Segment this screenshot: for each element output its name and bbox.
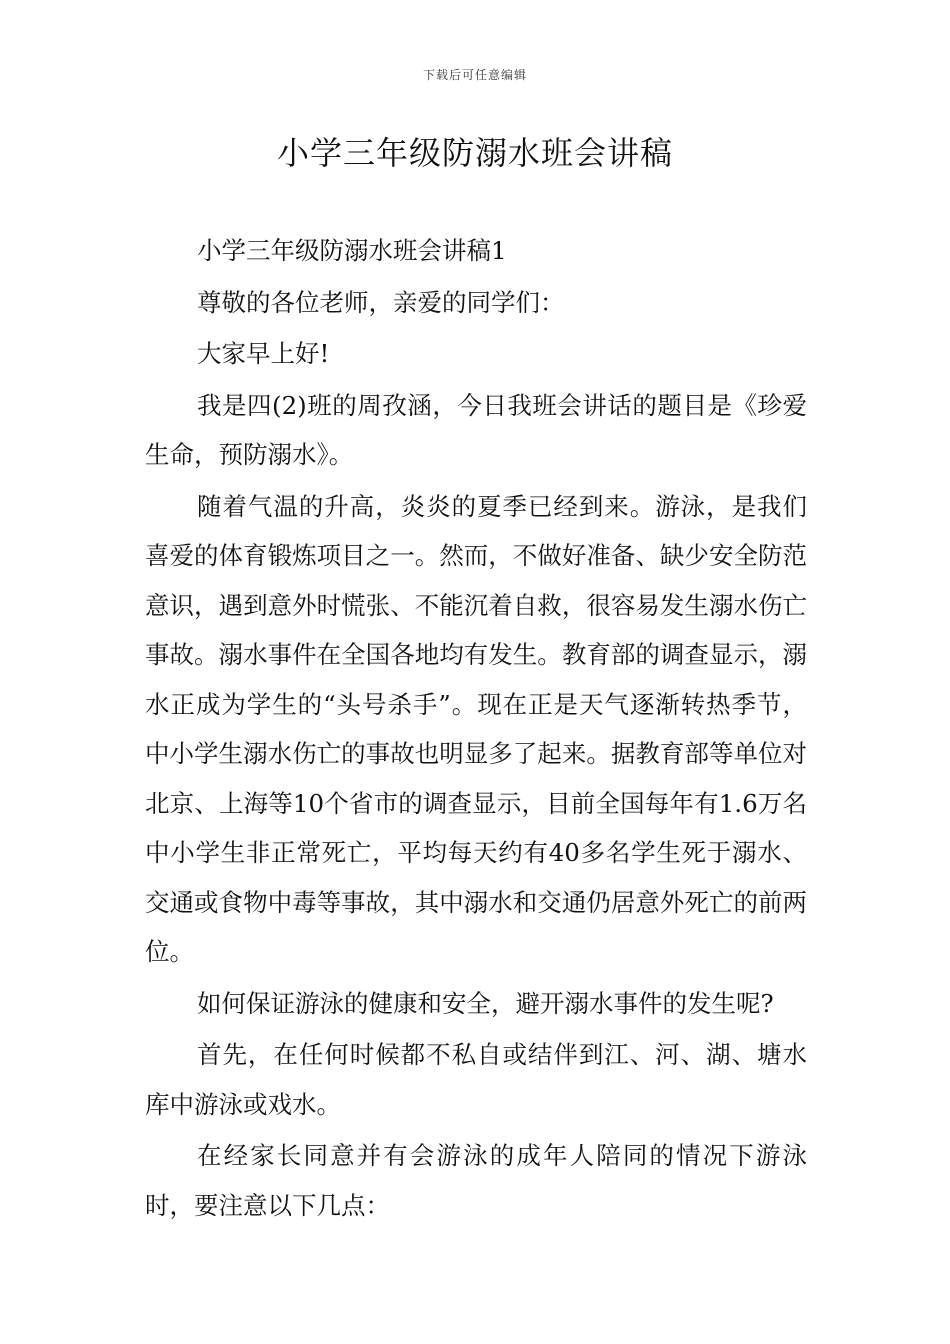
- paragraph-conditions: 在经家长同意并有会游泳的成年人陪同的情况下游泳时，要注意以下几点：: [145, 1141, 807, 1220]
- paragraph-introduction: 我是四(2)班的周孜涵，今日我班会讲话的题目是《珍爱生命，预防溺水》。: [145, 390, 807, 469]
- paragraph-salutation: 尊敬的各位老师，亲爱的同学们：: [197, 287, 565, 317]
- paragraph-background: 随着气温的升高，炎炎的夏季已经到来。游泳，是我们喜爱的体育锻炼项目之一。然而，不做好准备、缺少安全防范意识，遇到意外时慌张、不能沉着自救，很容易发生溺水伤亡事故。溺水事件在全国各地均有发生。教育部的调查显示，溺水正成为学生的“头号杀手”。现在正是天气逐渐转热季节，中小学生溺水伤亡的事故也明显多了起来。据教育部等单位对北京、上海等10个省市的调查显示，目前全国每年有1.6万名中小学生非正常死亡，平均每天约有40多名学生死于溺水、交通或食物中毒等事故，其中溺水和交通仍居意外死亡的前两位。: [145, 491, 807, 966]
- header-note: 下载后可任意编辑: [422, 68, 527, 82]
- paragraph-first-rule: 首先，在任何时候都不私自或结伴到江、河、湖、塘水库中游泳或戏水。: [145, 1040, 807, 1119]
- section-heading: 小学三年级防溺水班会讲稿1: [197, 236, 507, 265]
- paragraph-question: 如何保证游泳的健康和安全，避开溺水事件的发生呢?: [197, 988, 774, 1018]
- document-body: [145, 226, 807, 1230]
- paragraph-greeting: 大家早上好!: [197, 339, 330, 368]
- page-title: 小学三年级防溺水班会讲稿: [276, 134, 673, 172]
